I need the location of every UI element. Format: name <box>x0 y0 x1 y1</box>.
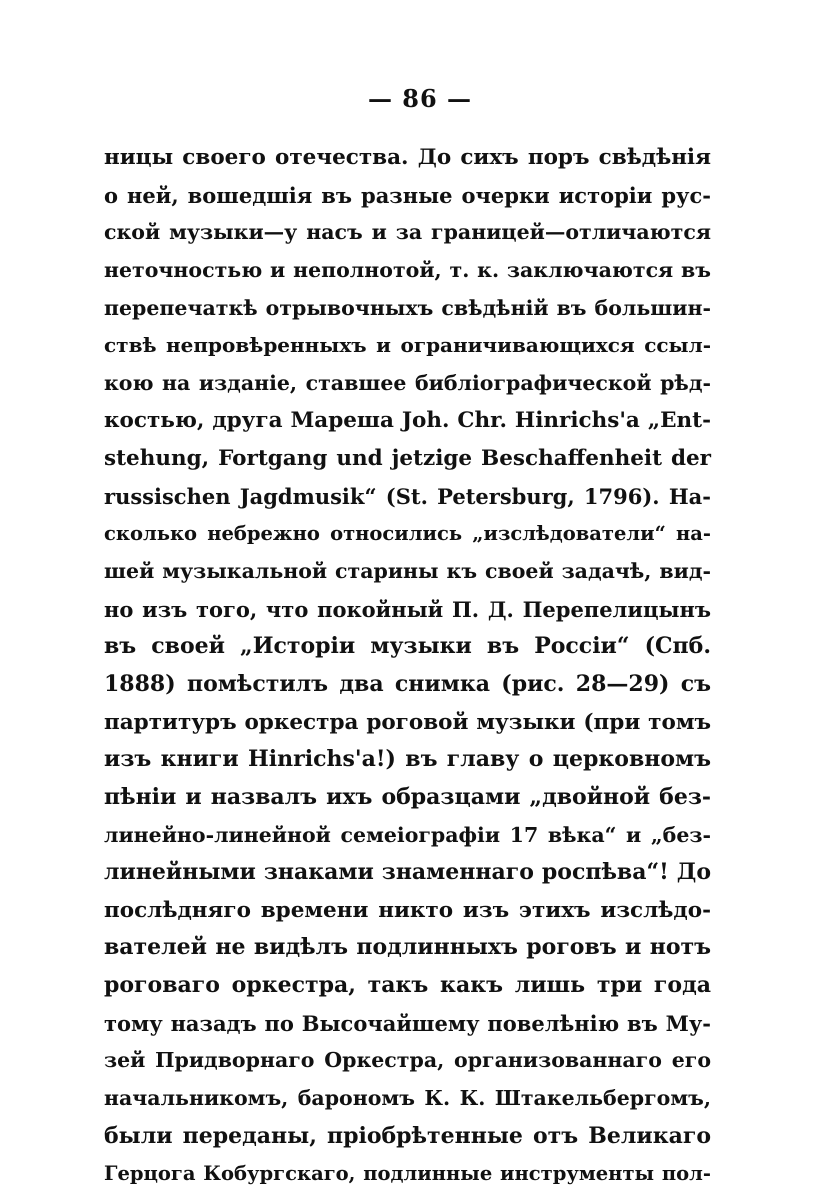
text-line: ствѣ непровѣренныхъ и ограничивающихся ссыл- <box>104 333 711 358</box>
text-line: перепечаткѣ отрывочныхъ свѣдѣній въ большин- <box>104 295 711 320</box>
text-line: ницы своего отечества. До сихъ поръ свѣдѣнія <box>104 145 711 170</box>
text-line: неточностью и неполнотой, т. к. заключаются въ <box>104 257 711 282</box>
text-line: линейно-линейной семеіографіи 17 вѣка“ и „без- <box>104 822 711 847</box>
text-line: тому назадъ по Высочайшему повелѣнію въ Му- <box>104 1010 711 1036</box>
text-line: въ своей „Исторіи музыки въ Россіи“ (Спб. <box>104 633 711 660</box>
text-line: 1888) помѣстилъ два снимка (рис. 28—29) съ <box>104 670 711 697</box>
text-line: но изъ того, что покойный П. Д. Перепелицынъ <box>104 596 711 622</box>
text-line: зей Придворнаго Оркестра, организованнаго его <box>104 1048 711 1073</box>
text-line: изъ книги Hinrichs'a!) въ главу о церковномъ <box>104 746 711 773</box>
text-line: партитуръ оркестра роговой музыки (при томъ <box>104 709 711 735</box>
text-line: Герцога Кобургскаго, подлинные инструменты пол- <box>104 1162 711 1186</box>
text-line: stehung, Fortgang und jetzige Beschaffenheit der <box>104 446 711 472</box>
text-line: послѣдняго времени никто изъ этихъ изслѣдо- <box>104 897 711 923</box>
text-line: пѣніи и назвалъ ихъ образцами „двойной без- <box>104 783 711 810</box>
text-line: роговаго оркестра, такъ какъ лишь три года <box>104 972 711 999</box>
text-line: вателей не видѣлъ подлинныхъ роговъ и нотъ <box>104 934 711 961</box>
text-line: о ней, вошедшія въ разные очерки исторіи рус- <box>104 182 711 208</box>
text-line: кою на изданіе, ставшее библіографической рѣд- <box>104 370 711 395</box>
text-line: костью, друга Мареша Joh. Chr. Hinrichs'a „Ent- <box>104 408 711 434</box>
text-line: сколько небрежно относились „изслѣдователи“ на- <box>104 522 711 546</box>
text-line: шей музыкальной старины къ своей задачѣ, вид- <box>104 559 711 584</box>
text-line: russischen Jagdmusik“ (St. Petersburg, 1796). На- <box>104 483 711 509</box>
text-line: начальникомъ, барономъ К. К. Штакельбергомъ, <box>104 1086 711 1111</box>
text-line: были переданы, пріобрѣтенные отъ Великаго <box>104 1122 711 1149</box>
page-number: — 86 — <box>367 84 473 113</box>
text-line: линейными знаками знаменнаго роспѣва“! До <box>104 859 711 886</box>
text-line: ской музыки—у насъ и за границей—отличаются <box>104 220 711 245</box>
body-text <box>104 139 711 1193</box>
